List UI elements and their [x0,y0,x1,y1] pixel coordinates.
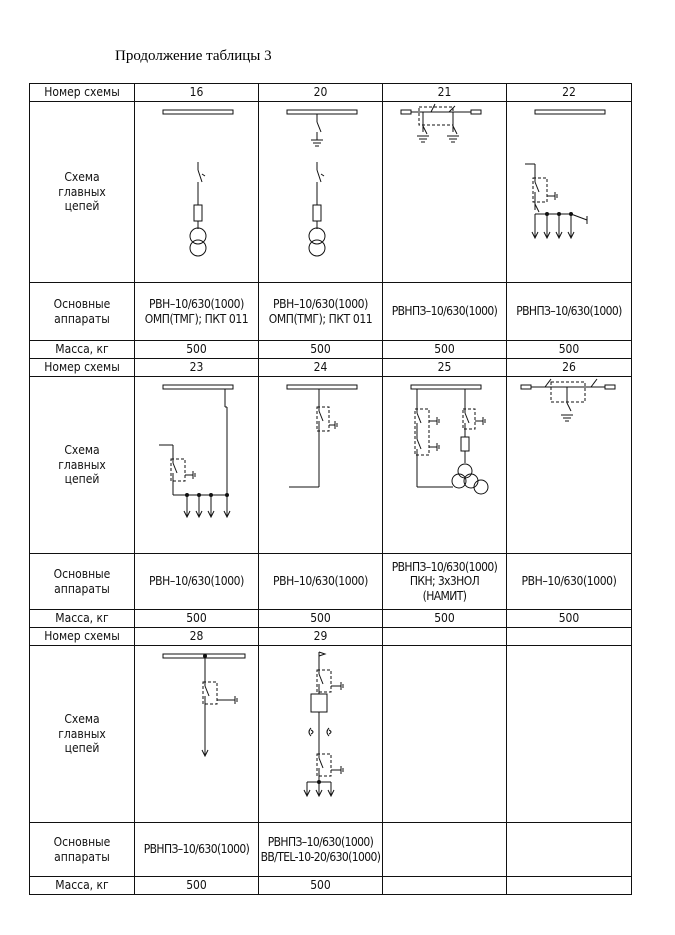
mass-value: 500 [383,341,507,359]
mass-value: 500 [135,341,259,359]
apparatus-cell [383,283,507,341]
mass-label: Масса, кг [30,341,135,359]
number-label: Номер схемы [30,359,135,377]
mass-value [383,877,507,895]
mass-value [507,877,632,895]
table-caption: Продолжение таблицы 3 [115,48,272,64]
scheme-label [30,102,135,283]
scheme-number: 23 [135,359,259,377]
scheme-number: 20 [259,84,383,102]
schemes-table [29,83,632,895]
apparatus-cell [135,823,259,877]
scheme-diagram-29 [259,646,383,823]
empty-cell [383,646,507,823]
apparatus-cell [259,554,383,610]
apparatus-label-line: аппараты [54,581,110,596]
mass-value: 500 [135,610,259,628]
mass-value: 500 [259,610,383,628]
scheme-number: 25 [383,359,507,377]
table-row [30,877,632,895]
apparatus-line: РВН–10/630(1000) [273,297,368,312]
mass-label: Масса, кг [30,877,135,895]
scheme-number: 29 [259,628,383,646]
scheme-diagram-28 [135,646,259,823]
apparatus-label [30,283,135,341]
apparatus-line: ОМП(ТМГ); ПКТ 011 [268,311,373,326]
scheme-diagram-16 [135,102,259,283]
table-row [30,646,632,823]
scheme-label-line: главных [58,457,106,472]
scheme-diagram-24 [259,377,383,554]
apparatus-line: ВВ/TEL-10-20/630(1000) [260,849,381,864]
apparatus-cell [135,554,259,610]
apparatus-cell [507,283,632,341]
mass-value: 500 [259,877,383,895]
apparatus-cell [383,554,507,610]
scheme-label-line: главных [58,184,106,199]
apparatus-line: РВНПЗ–10/630(1000) [516,304,622,319]
scheme-diagram-21 [383,102,507,283]
apparatus-line: ПКН; 3х3НОЛ [409,574,480,589]
scheme-diagram-20 [259,102,383,283]
table-row [30,341,632,359]
scheme-number: 16 [135,84,259,102]
scheme-label-line: Схема [64,443,100,458]
table-row [30,823,632,877]
scheme-label-line: главных [58,726,106,741]
scheme-label-line: Схема [64,712,100,727]
mass-value: 500 [135,877,259,895]
apparatus-label-line: Основные [53,297,111,312]
scheme-number: 21 [383,84,507,102]
apparatus-line: РВНПЗ–10/630(1000) [267,835,374,850]
scheme-label [30,377,135,554]
mass-label: Масса, кг [30,610,135,628]
apparatus-label-line: аппараты [54,311,110,326]
apparatus-cell [135,283,259,341]
apparatus-cell [259,823,383,877]
apparatus-line: ОМП(ТМГ); ПКТ 011 [144,311,249,326]
table-row [30,359,632,377]
scheme-number: 24 [259,359,383,377]
mass-value: 500 [507,341,632,359]
table-row [30,283,632,341]
scheme-number: 28 [135,628,259,646]
scheme-label-line: цепей [64,472,100,487]
empty-cell [383,823,507,877]
apparatus-label-line: аппараты [54,849,110,864]
apparatus-label-line: Основные [53,835,111,850]
apparatus-label [30,554,135,610]
scheme-number: 22 [507,84,632,102]
table-row [30,610,632,628]
apparatus-cell [259,283,383,341]
scheme-diagram-23 [135,377,259,554]
mass-value: 500 [507,610,632,628]
number-label: Номер схемы [30,628,135,646]
scheme-label-line: Схема [64,170,100,185]
table-row [30,102,632,283]
scheme-diagram-22 [507,102,632,283]
apparatus-line: РВН–10/630(1000) [521,574,617,589]
number-label: Номер схемы [30,84,135,102]
apparatus-cell [507,554,632,610]
apparatus-line: РВН–10/630(1000) [273,574,368,589]
table-row [30,84,632,102]
mass-value: 500 [383,610,507,628]
scheme-label-line: цепей [64,741,100,756]
apparatus-line: РВНПЗ–10/630(1000) [143,842,250,857]
table-row [30,377,632,554]
scheme-diagram-25 [383,377,507,554]
empty-cell [507,823,632,877]
apparatus-line: РВН–10/630(1000) [149,574,244,589]
table-row [30,628,632,646]
apparatus-label [30,823,135,877]
apparatus-line: РВНПЗ–10/630(1000) [391,559,498,574]
scheme-number [507,628,632,646]
mass-value: 500 [259,341,383,359]
scheme-diagram-26 [507,377,632,554]
scheme-label-line: цепей [64,199,100,214]
apparatus-label-line: Основные [53,567,111,582]
apparatus-line: (НАМИТ) [422,588,467,603]
apparatus-line: РВН–10/630(1000) [149,297,244,312]
apparatus-line: РВНПЗ–10/630(1000) [391,304,498,319]
scheme-number [383,628,507,646]
table-row [30,554,632,610]
empty-cell [507,646,632,823]
scheme-number: 26 [507,359,632,377]
scheme-label [30,646,135,823]
